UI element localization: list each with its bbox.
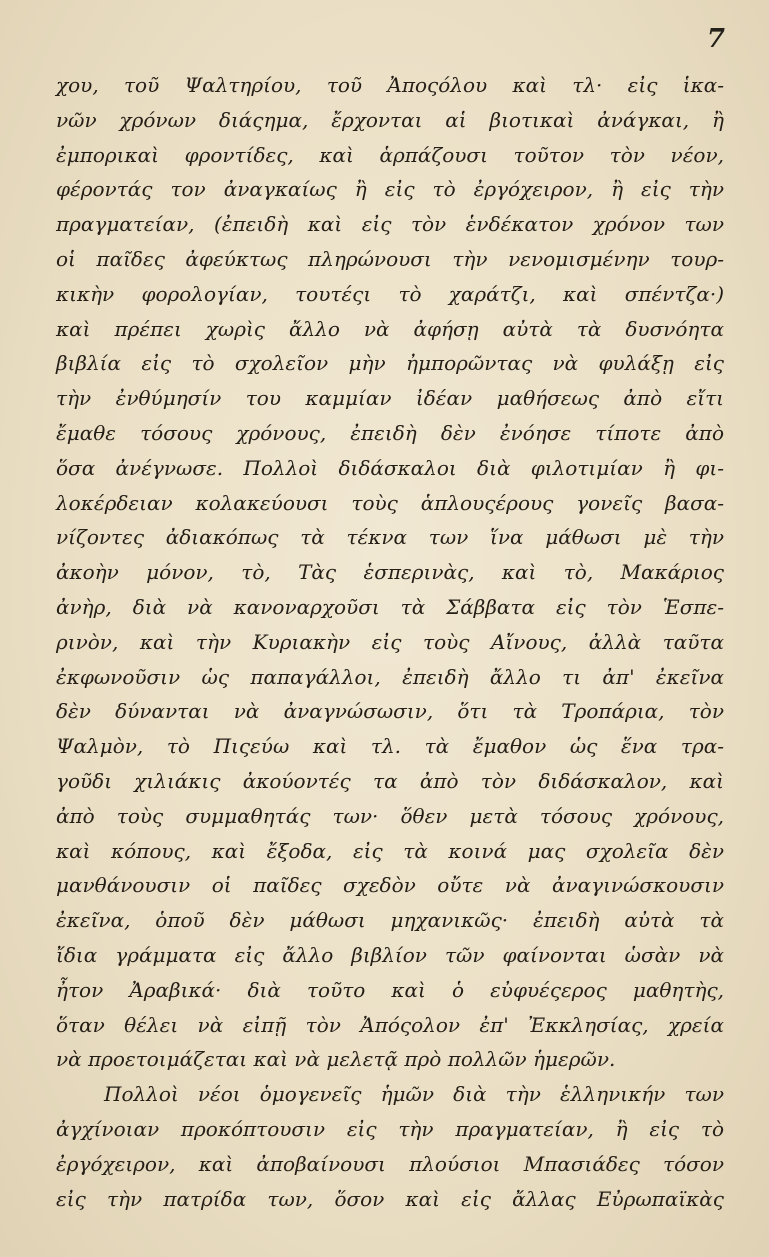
text-line: τὴν ἐνθύμησίν του καμμίαν ἰδέαν μαθήσεως ἀπὸ εἴτι	[56, 386, 724, 411]
text-line: νίζοντες ἀδιακόπως τὰ τέκνα των ἵνα μάθωσι μὲ τὴν	[56, 525, 724, 550]
text-line: χου, τοῦ Ψαλτηρίου, τοῦ Ἀποςόλου καὶ τλ· εἰς ἱκα-	[56, 73, 724, 97]
text-line: καὶ πρέπει χωρὶς ἄλλο νὰ ἀφήσῃ αὐτὰ τὰ δυσνόητα	[56, 316, 724, 341]
text-line: ἐκφωνοῦσιν ὡς παπαγάλλοι, ἐπειδὴ ἄλλο τι ἀπ' ἐκεῖνα	[56, 664, 724, 689]
text-line: οἱ παῖδες ἀφεύκτως πληρώνουσι τὴν νενομισμένην τουρ-	[56, 246, 724, 271]
text-line: νὰ προετοιμάζεται καὶ νὰ μελετᾷ πρὸ πολλῶν ἡμερῶν.	[56, 1047, 616, 1072]
text-line: φέροντάς τον ἀναγκαίως ἢ εἰς τὸ ἐργόχειρον, ἢ εἰς τὴν	[56, 177, 724, 202]
text-line: πραγματείαν, (ἐπειδὴ καὶ εἰς τὸν ἑνδέκατον χρόνον των	[56, 212, 724, 237]
text-line: ὅταν θέλει νὰ εἰπῇ τὸν Ἀπόςολον ἐπ' Ἐκκλησίας, χρεία	[56, 1012, 724, 1037]
text-line: ἴδια γράμματα εἰς ἄλλο βιβλίον τῶν φαίνονται ὡσὰν νὰ	[56, 942, 724, 967]
paragraph-start-line: Πολλοὶ νέοι ὁμογενεῖς ἡμῶν διὰ τὴν ἑλληνικήν των	[104, 1082, 724, 1107]
text-line: βιβλία εἰς τὸ σχολεῖον μὴν ἠμπορῶντας νὰ φυλάξῃ εἰς	[56, 351, 724, 376]
text-line: καὶ κόπους, καὶ ἔξοδα, εἰς τὰ κοινά μας σχολεῖα δὲν	[56, 838, 724, 863]
text-line: δὲν δύνανται νὰ ἀναγνώσωσιν, ὅτι τὰ Τροπάρια, τὸν	[56, 699, 724, 724]
page-number: 7	[706, 24, 725, 54]
body-text	[56, 68, 724, 1216]
text-line: γοῦδι χιλιάκις ἀκούοντές τα ἀπὸ τὸν διδάσκαλον, καὶ	[56, 768, 724, 793]
text-line: μανθάνουσιν οἱ παῖδες σχεδὸν οὔτε νὰ ἀναγινώσκουσιν	[56, 873, 724, 898]
text-line: ρινὸν, καὶ τὴν Κυριακὴν εἰς τοὺς Αἴνους, ἀλλὰ ταῦτα	[56, 629, 724, 654]
text-line: κικὴν φορολογίαν, τουτέςι τὸ χαράτζι, καὶ σπέντζα·)	[56, 281, 724, 306]
text-line: ἐκεῖνα, ὁποῦ δὲν μάθωσι μηχανικῶς· ἐπειδὴ αὐτὰ τὰ	[56, 908, 724, 933]
text-line: ἀπὸ τοὺς συμμαθητάς των· ὅθεν μετὰ τόσους χρόνους,	[56, 803, 724, 828]
text-line: ὅσα ἀνέγνωσε. Πολλοὶ διδάσκαλοι διὰ φιλοτιμίαν ἢ φι-	[56, 455, 724, 480]
text-line: ἦτον Ἀραβικά· διὰ τοῦτο καὶ ὁ εὐφυέςερος μαθητὴς,	[56, 977, 724, 1002]
text-line: Ψαλμὸν, τὸ Πιςεύω καὶ τλ. τὰ ἔμαθον ὡς ἕνα τρα-	[56, 734, 724, 759]
text-line: ἀγχίνοιαν προκόπτουσιν εἰς τὴν πραγματείαν, ἢ εἰς τὸ	[56, 1116, 724, 1141]
text-line: ἔμαθε τόσους χρόνους, ἐπειδὴ δὲν ἐνόησε τίποτε ἀπὸ	[56, 420, 724, 445]
text-line: ἐργόχειρον, καὶ ἀποβαίνουσι πλούσιοι Μπασιάδες τόσον	[56, 1151, 724, 1176]
text-line: εἰς τὴν πατρίδα των, ὅσον καὶ εἰς ἄλλας Εὐρωπαϊκὰς	[56, 1186, 724, 1211]
text-line: ἀνὴρ, διὰ νὰ κανοναρχοῦσι τὰ Σάββατα εἰς τὸν Ἑσπε-	[56, 594, 724, 619]
text-line: ἀκοὴν μόνον, τὸ, Τὰς ἑσπερινὰς, καὶ τὸ, Μακάριος	[56, 560, 724, 585]
text-line: ἐμπορικαὶ φροντίδες, καὶ ἁρπάζουσι τοῦτον τὸν νέον,	[56, 142, 724, 167]
text-line: λοκέρδειαν κολακεύουσι τοὺς ἁπλουςέρους γονεῖς βασα-	[56, 490, 724, 515]
text-line: νῶν χρόνων διάςημα, ἔρχονται αἱ βιοτικαὶ ἀνάγκαι, ἢ	[56, 107, 724, 132]
